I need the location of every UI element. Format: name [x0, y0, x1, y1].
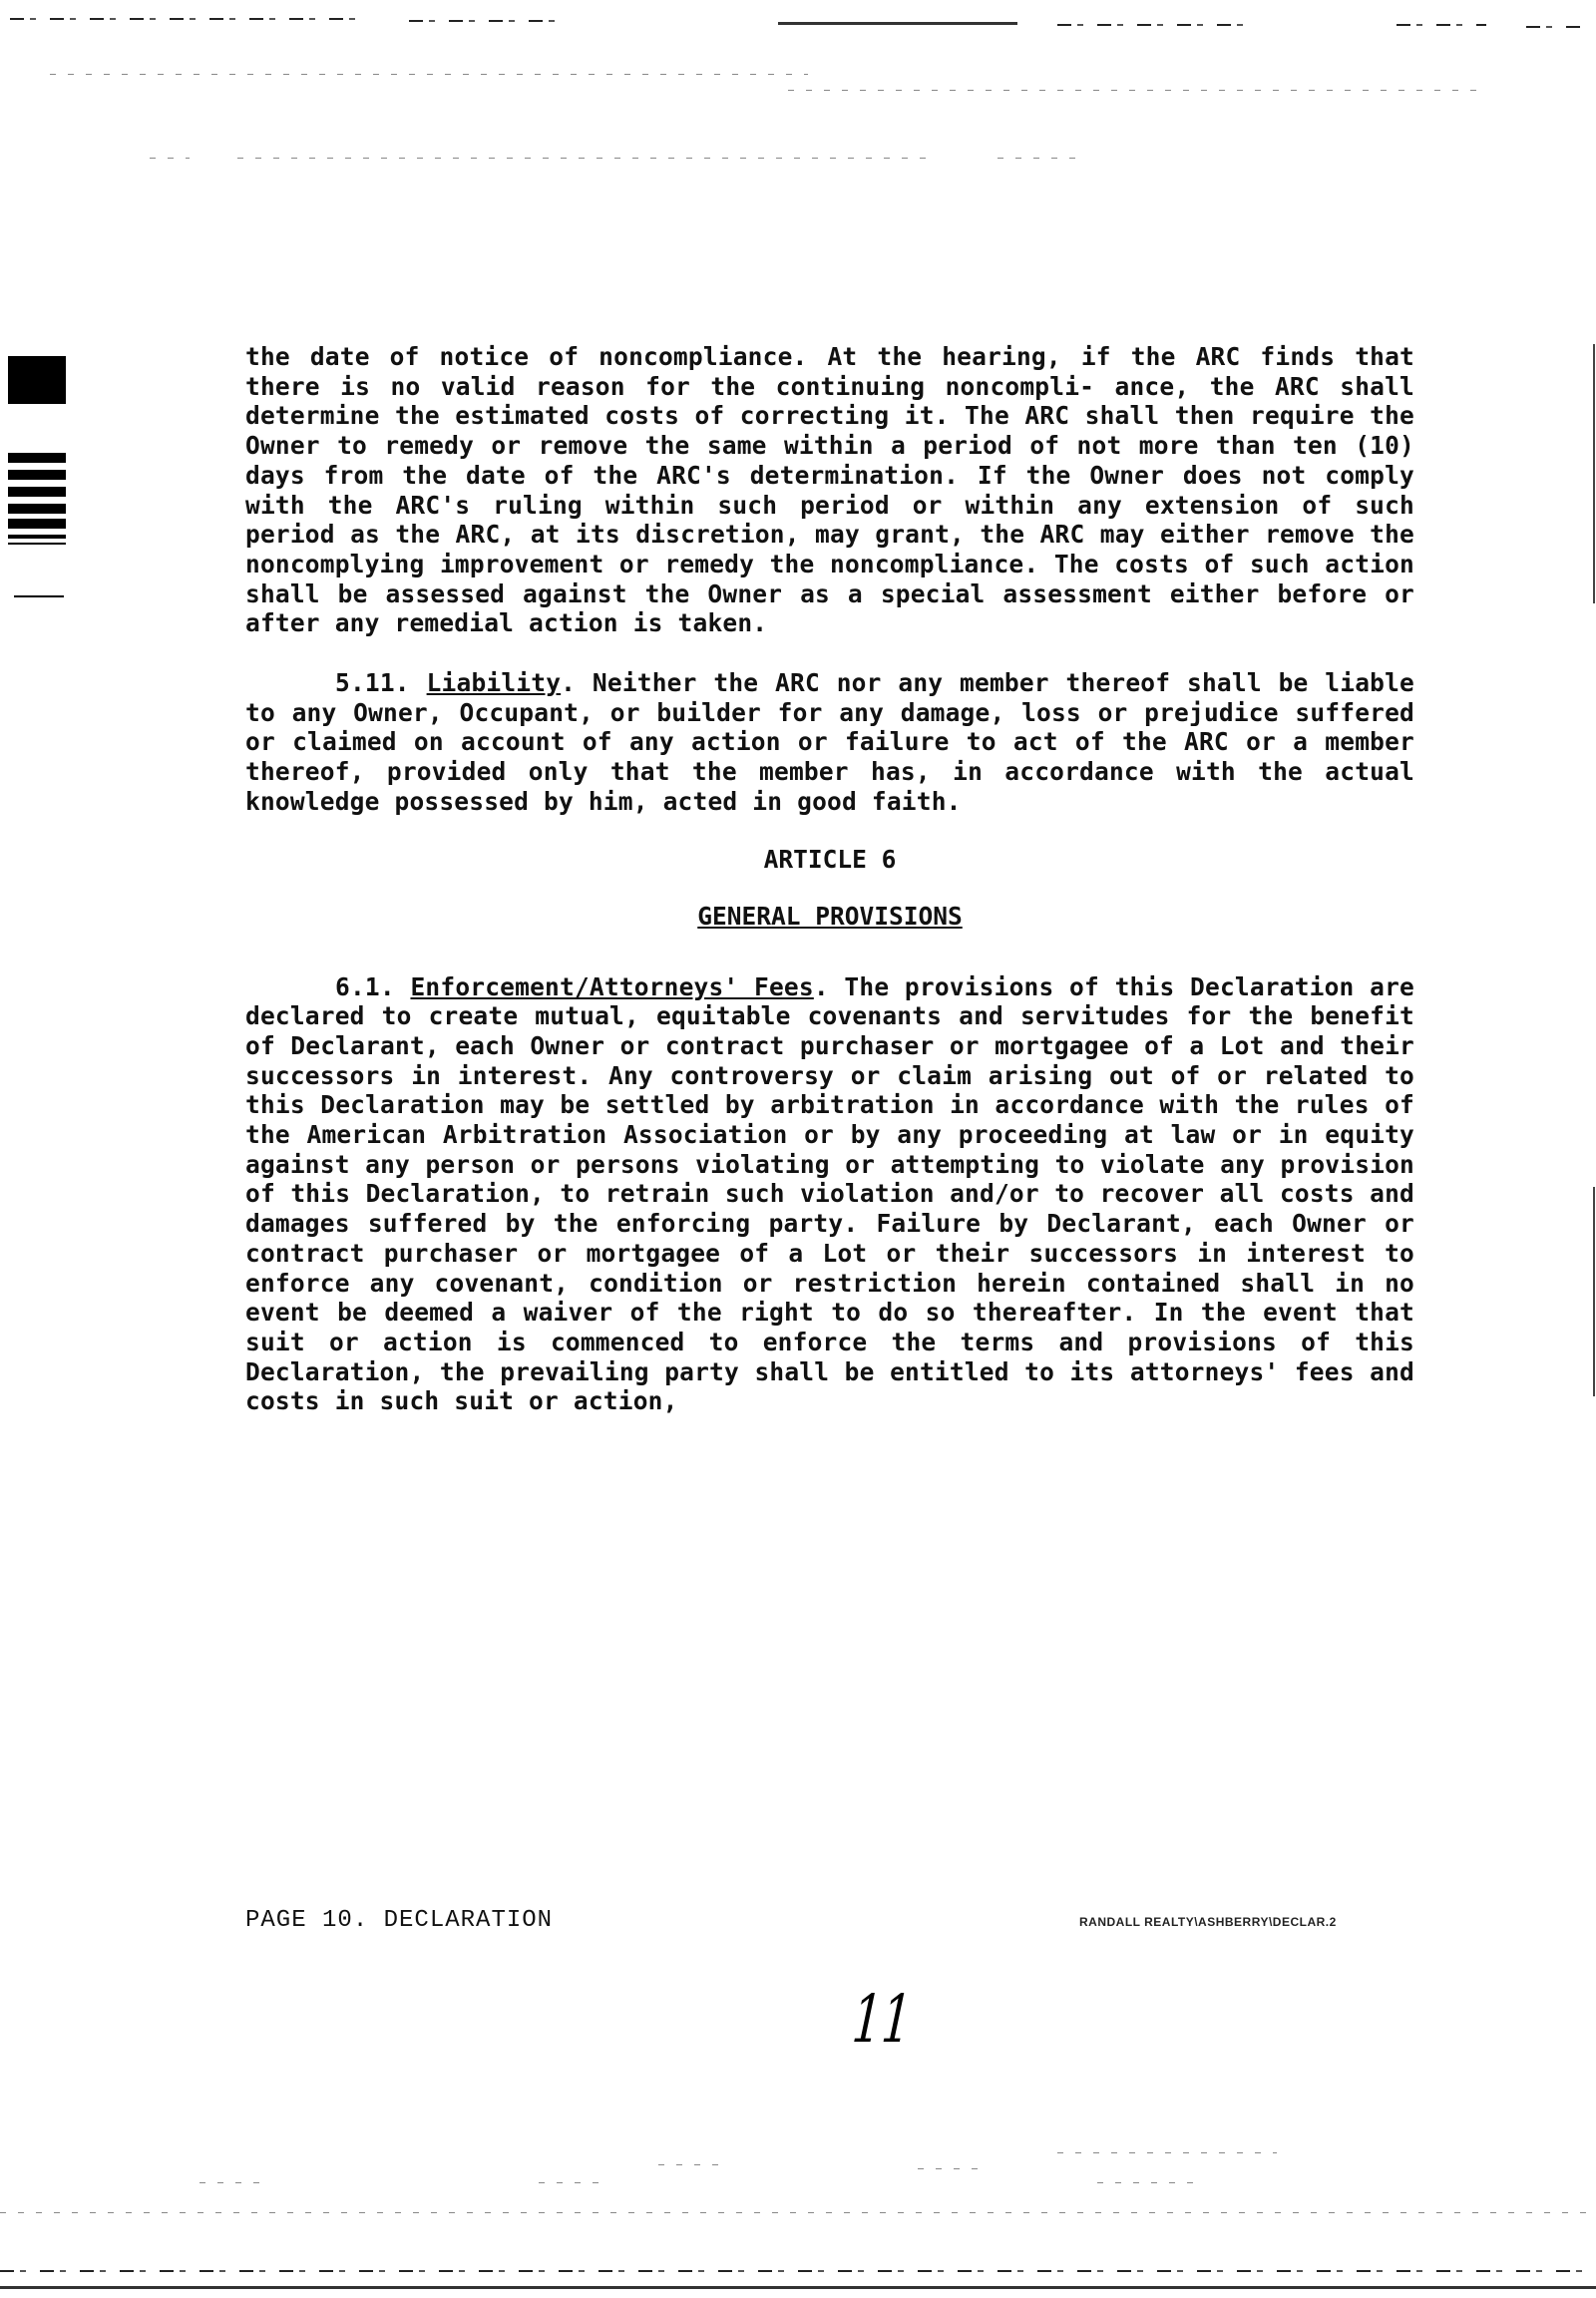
paragraph-5-10-continued: the date of notice of noncompliance. At the hearing, if the ARC finds that there is no valid reason for the continuing noncompli- ance, the ARC shall determine the estimated costs of correcting it. The ARC shall then require the Owner to remedy or remove the same within a period of not more than ten (10) days from the date of the ARC's determination. If the Owner does not comply with the ARC's ruling within such period or within any extension of such period as the ARC, at its discretion, may grant, the ARC may either remove the noncomplying improvement or remedy the noncompliance. The costs of such action shall be assessed against the Owner as a special assessment either before or after any remedial action is taken.: [245, 342, 1414, 638]
page-footer-label: PAGE 10. DECLARATION: [245, 1907, 554, 1934]
article-title: GENERAL PROVISIONS: [697, 901, 963, 931]
section-text: . Neither the ARC nor any member thereof shall be liable to any Owner, Occupant, or builder for any damage, loss or prejudice suffered or claimed on account of any action or failure to act of the ARC or a member thereof, provided only that the member has, in accordance with the actual knowledge possessed by him, acted in good faith.: [245, 668, 1415, 816]
document-body: [245, 342, 1414, 1416]
section-title: Liability: [426, 668, 562, 698]
section-5-11: [245, 668, 1414, 817]
file-reference: RANDALL REALTY\ASHBERRY\DECLAR.2: [1079, 1915, 1337, 1929]
section-title: Enforcement/Attorneys' Fees: [410, 971, 814, 1001]
section-number: 5.11.: [335, 668, 410, 698]
handwritten-page-number: 11: [849, 1981, 915, 2058]
section-number: 6.1.: [335, 971, 395, 1001]
section-text: . The provisions of this Declaration are declared to create mutual, equitable covenants and servitudes for the benefit of Declarant, each Owner or contract purchaser or mortgagee of a Lot and their successors in interest. Any controversy or claim arising out of or related to this Declaration may be settled by arbitration in accordance with the rules of the American Arbitration Association or by any proceeding at law or in equity against any person or persons violating or attempting to violate any provision of this Declaration, to retrain such violation and/or to recover all costs and damages suffered by the enforcing party. Failure by Declarant, each Owner or contract purchaser or mortgagee of a Lot or their successors in interest to enforce any covenant, condition or restriction herein contained shall in no event be deemed a waiver of the right to do so thereafter. In the event that suit or action is commenced to enforce the terms and provisions of this Declaration, the prevailing party shall be entitled to its attorneys' fees and costs in such suit or action,: [245, 971, 1414, 1416]
section-6-1: [245, 972, 1414, 1417]
article-heading: ARTICLE 6: [763, 844, 897, 874]
